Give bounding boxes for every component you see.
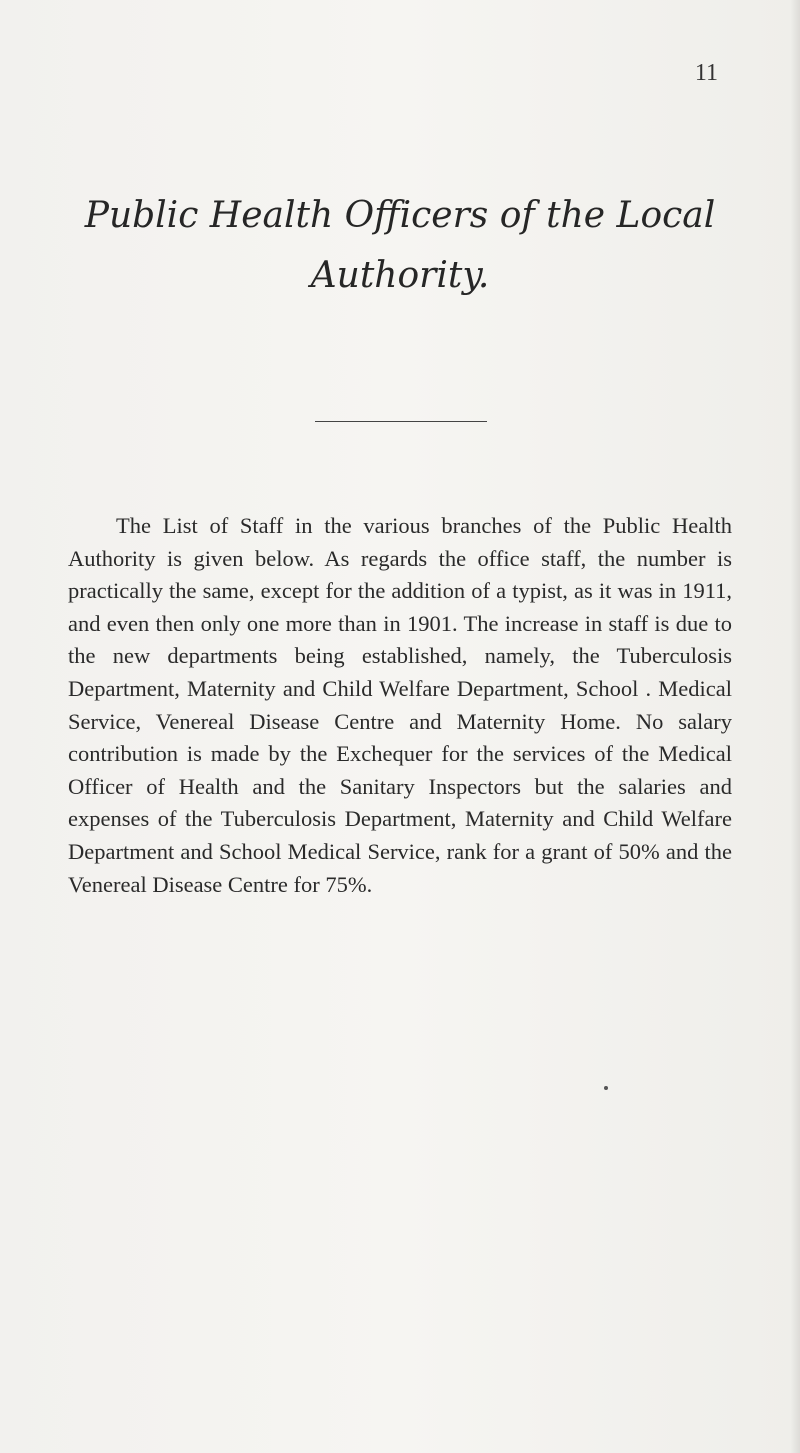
title-line-1: Public Health Officers of the Local <box>84 195 716 236</box>
body-paragraph: The List of Staff in the various branches of the Public Health Authority is given below. As regards the office staff, the number is practically the same, except for the addition of a typist, as it was in 1911, and even then only one more than in 1901. The increase in staff is due to the new departments being established, namely, the Tuberculosis Department, Maternity and Child Welfare Department, School . Medical Service, Venereal Disease Centre and Maternity Home. No salary contribution is made by the Exchequer for the services of the Medical Officer of Health and the Sanitary Inspectors but the salaries and expenses of the Tuberculosis Department, Maternity and Child Welfare Department and School Medical Service, rank for a grant of 50% and the Venereal Disease Centre for 75%. <box>68 513 732 897</box>
page-edge-shadow <box>790 0 800 1453</box>
paper-speck <box>604 1086 608 1090</box>
page-number: 11 <box>694 60 718 86</box>
title-line-2: Authority. <box>310 255 490 296</box>
title-divider <box>315 421 487 422</box>
page-title <box>60 186 740 306</box>
